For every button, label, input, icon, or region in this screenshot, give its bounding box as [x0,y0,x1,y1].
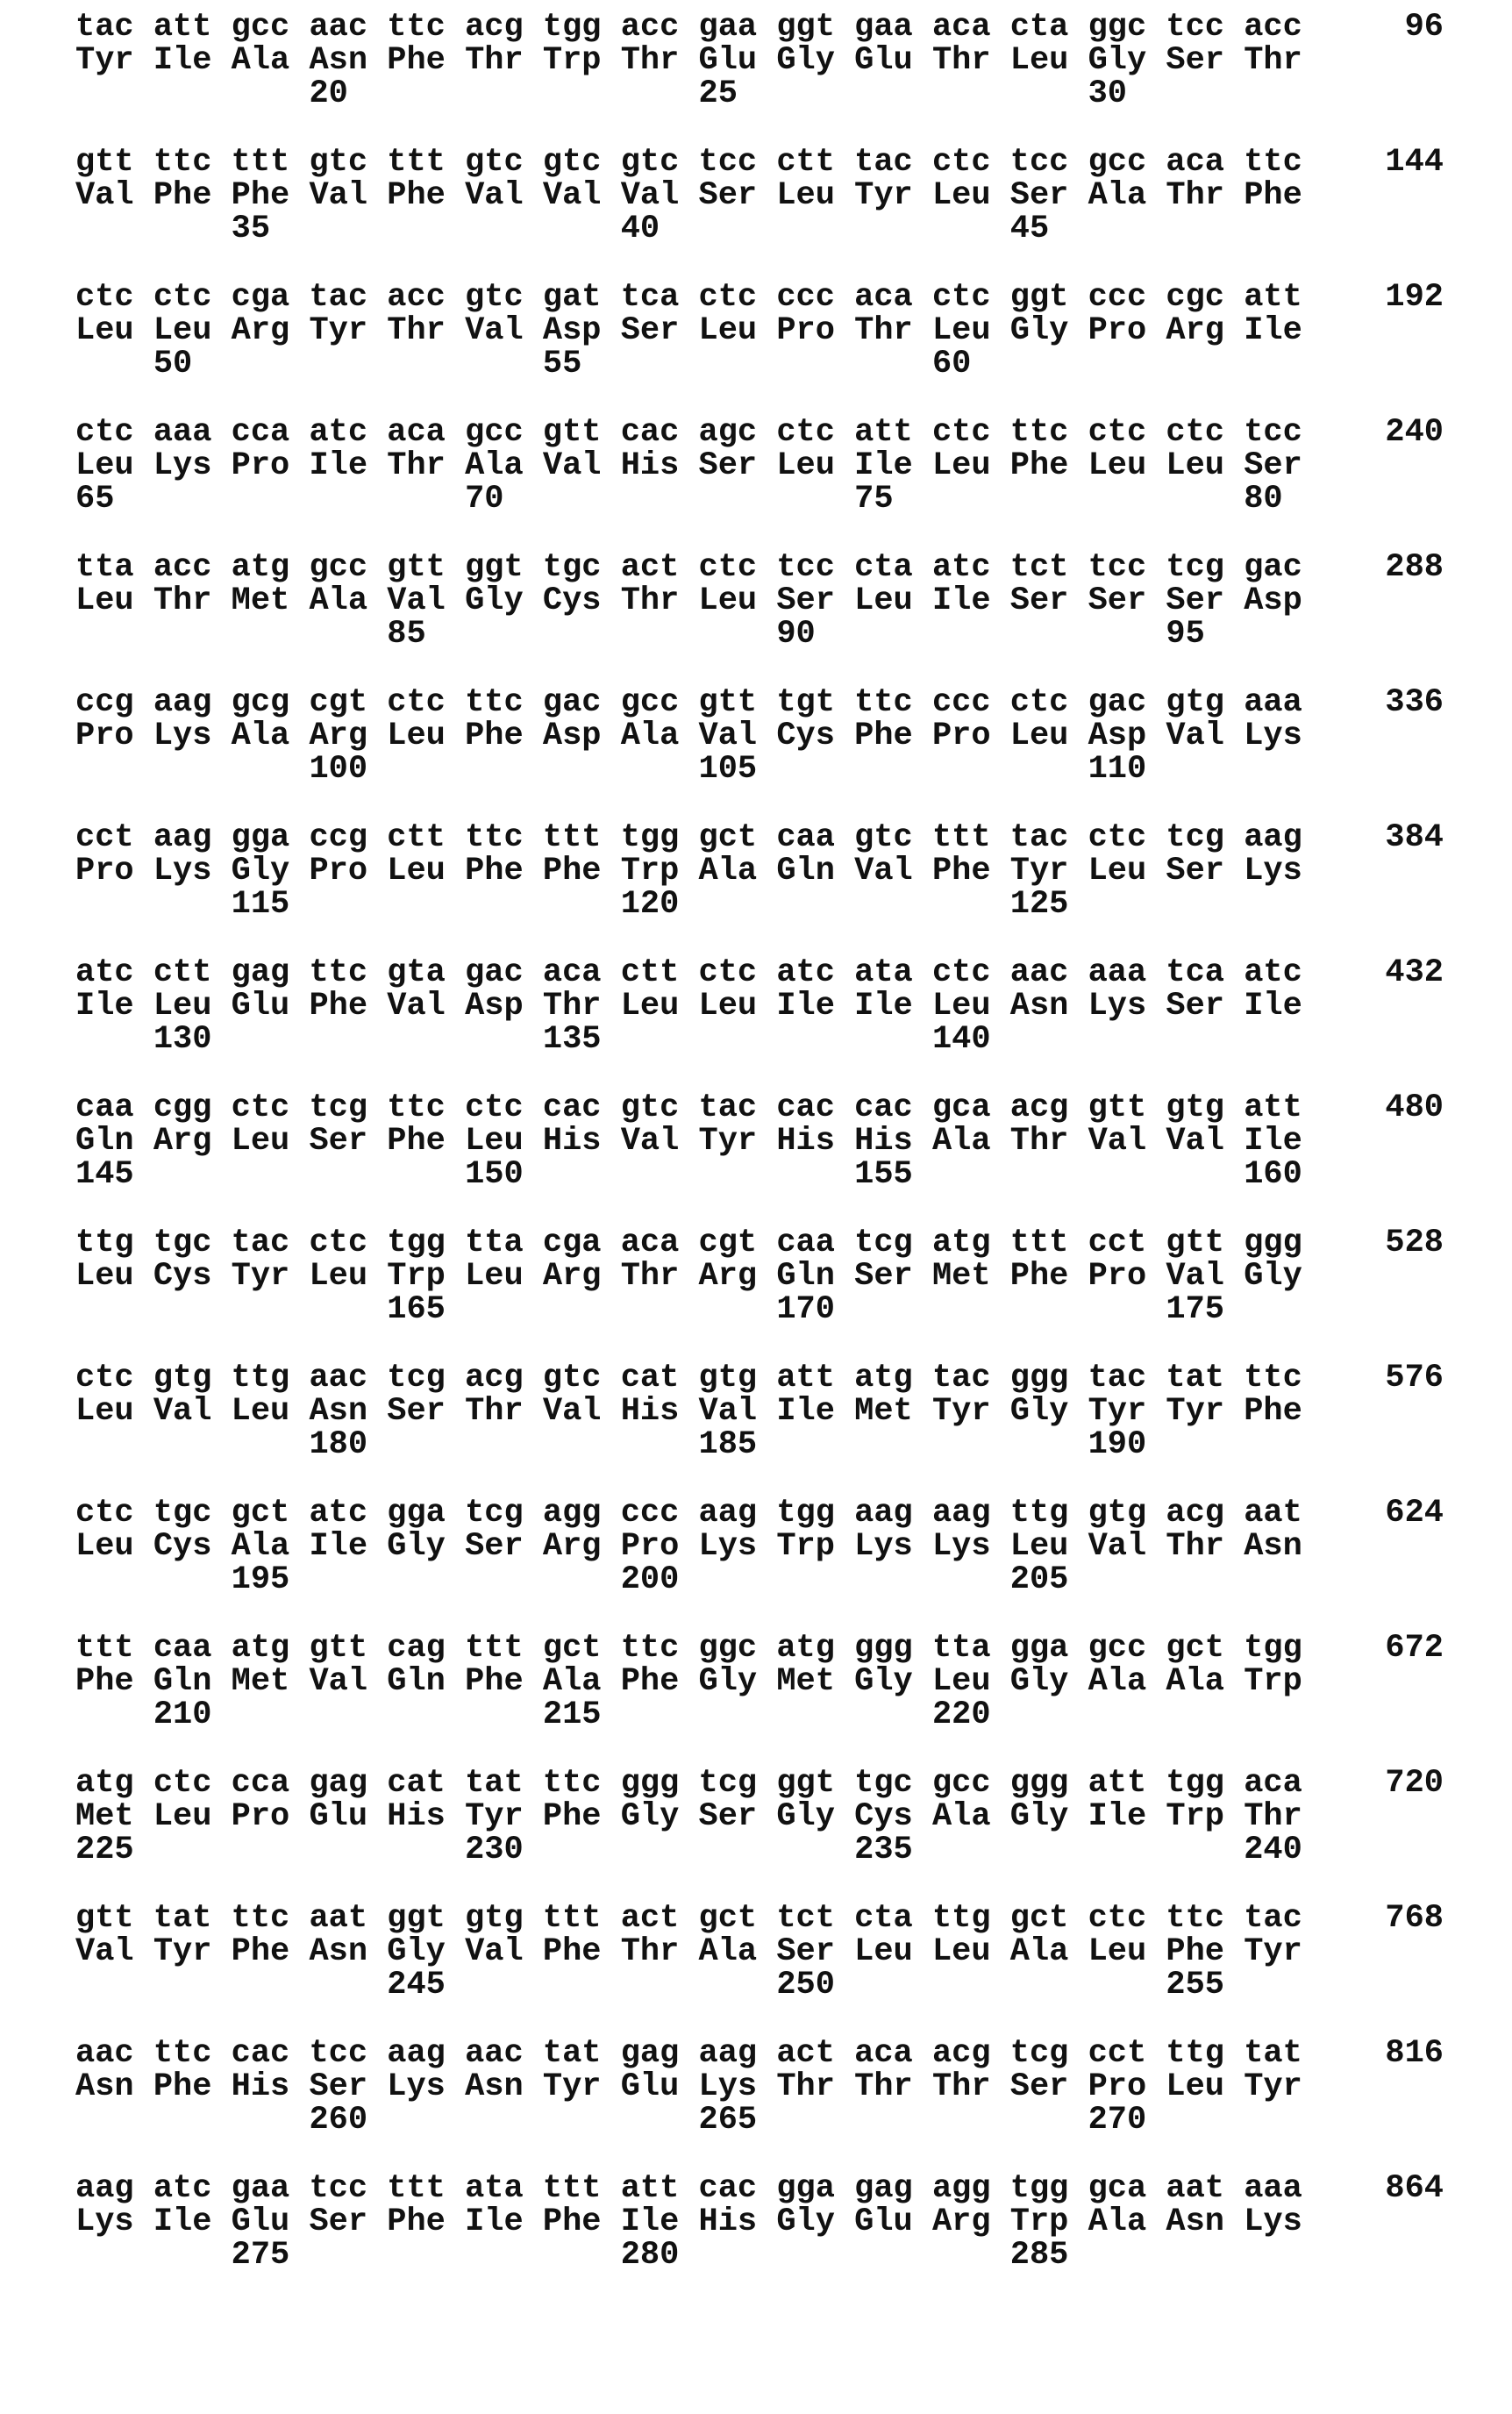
amino-acid-residues: Leu Leu Arg Tyr Thr Val Asp Ser Leu Pro Thr Leu Gly Pro Arg Ile [75,314,1302,347]
nucleotide-position: 144 [1385,146,1444,179]
amino-acid-residues: Val Phe Phe Val Phe Val Val Val Ser Leu Tyr Leu Ser Ala Thr Phe [75,179,1302,212]
nucleotide-position: 432 [1385,956,1444,989]
residue-numbers: 35 40 45 [75,212,1049,246]
residue-numbers: 260 265 270 [75,2103,1146,2137]
residue-numbers: 275 280 285 [75,2239,1068,2272]
nucleotide-codons: atc ctt gag ttc gta gac aca ctt ctc atc ata ctc aac aaa tca atc [75,956,1302,989]
nucleotide-codons: caa cgg ctc tcg ttc ctc cac gtc tac cac cac gca acg gtt gtg att [75,1091,1302,1125]
nucleotide-codons: ctc gtg ttg aac tcg acg gtc cat gtg att atg tac ggg tac tat ttc [75,1361,1302,1395]
amino-acid-residues: Leu Thr Met Ala Val Gly Cys Thr Leu Ser Leu Ile Ser Ser Ser Asp [75,584,1302,618]
residue-numbers: 100 105 110 [75,753,1146,786]
amino-acid-residues: Tyr Ile Ala Asn Phe Thr Trp Thr Glu Gly Glu Thr Leu Gly Ser Thr [75,44,1302,77]
amino-acid-residues: Leu Val Leu Asn Ser Thr Val His Val Ile Met Tyr Gly Tyr Tyr Phe [75,1395,1302,1428]
nucleotide-position: 288 [1385,551,1444,584]
nucleotide-position: 96 [1405,11,1444,44]
residue-numbers: 20 25 30 [75,77,1127,111]
sequence-block [75,416,1444,521]
sequence-block [75,1496,1444,1602]
nucleotide-position: 384 [1385,821,1444,854]
nucleotide-codons: ctc aaa cca atc aca gcc gtt cac agc ctc att ctc ttc ctc ctc tcc [75,416,1302,449]
sequence-block [75,1767,1444,1872]
amino-acid-residues: Asn Phe His Ser Lys Asn Tyr Glu Lys Thr Thr Thr Ser Pro Leu Tyr [75,2070,1302,2103]
sequence-block [75,281,1444,386]
residue-numbers: 130 135 140 [75,1023,991,1056]
amino-acid-residues: Leu Cys Ala Ile Gly Ser Arg Pro Lys Trp Lys Lys Leu Val Thr Asn [75,1530,1302,1563]
nucleotide-codons: aac ttc cac tcc aag aac tat gag aag act aca acg tcg cct ttg tat [75,2037,1302,2070]
amino-acid-residues: Pro Lys Ala Arg Leu Phe Asp Ala Val Cys Phe Pro Leu Asp Val Lys [75,719,1302,753]
nucleotide-position: 480 [1385,1091,1444,1125]
sequence-block [75,146,1444,251]
nucleotide-codons: ttg tgc tac ctc tgg tta cga aca cgt caa tcg atg ttt cct gtt ggg [75,1226,1302,1260]
sequence-block [75,821,1444,926]
nucleotide-codons: tac att gcc aac ttc acg tgg acc gaa ggt gaa aca cta ggc tcc acc [75,11,1302,44]
residue-numbers: 180 185 190 [75,1428,1146,1461]
sequence-block [75,551,1444,656]
residue-numbers: 165 170 175 [75,1293,1224,1326]
nucleotide-position: 336 [1385,686,1444,719]
sequence-block [75,2037,1444,2142]
nucleotide-codons: tta acc atg gcc gtt ggt tgc act ctc tcc cta atc tct tcc tcg gac [75,551,1302,584]
sequence-block [75,1902,1444,2007]
sequence-block [75,1361,1444,1467]
residue-numbers: 115 120 125 [75,888,1068,921]
sequence-block [75,2172,1444,2277]
residue-numbers: 145 150 155 160 [75,1158,1302,1191]
residue-numbers: 245 250 255 [75,1968,1224,2002]
nucleotide-position: 720 [1385,1767,1444,1800]
nucleotide-position: 192 [1385,281,1444,314]
residue-numbers: 210 215 220 [75,1698,991,1732]
nucleotide-position: 528 [1385,1226,1444,1260]
amino-acid-residues: Leu Cys Tyr Leu Trp Leu Arg Thr Arg Gln Ser Met Phe Pro Val Gly [75,1260,1302,1293]
sequence-block [75,956,1444,1061]
nucleotide-codons: ttt caa atg gtt cag ttt gct ttc ggc atg ggg tta gga gcc gct tgg [75,1632,1302,1665]
amino-acid-residues: Leu Lys Pro Ile Thr Ala Val His Ser Leu Ile Leu Phe Leu Leu Ser [75,449,1302,482]
amino-acid-residues: Gln Arg Leu Ser Phe Leu His Val Tyr His His Ala Thr Val Val Ile [75,1125,1302,1158]
sequence-block [75,11,1444,116]
nucleotide-codons: ccg aag gcg cgt ctc ttc gac gcc gtt tgt ttc ccc ctc gac gtg aaa [75,686,1302,719]
nucleotide-codons: ctc tgc gct atc gga tcg agg ccc aag tgg aag aag ttg gtg acg aat [75,1496,1302,1530]
amino-acid-residues: Val Tyr Phe Asn Gly Val Phe Thr Ala Ser Leu Leu Ala Leu Phe Tyr [75,1935,1302,1968]
residue-numbers: 225 230 235 240 [75,1833,1302,1867]
nucleotide-position: 816 [1385,2037,1444,2070]
sequence-block [75,1226,1444,1332]
nucleotide-position: 624 [1385,1496,1444,1530]
nucleotide-codons: gtt ttc ttt gtc ttt gtc gtc gtc tcc ctt tac ctc tcc gcc aca ttc [75,146,1302,179]
amino-acid-residues: Ile Leu Glu Phe Val Asp Thr Leu Leu Ile Ile Leu Asn Lys Ser Ile [75,989,1302,1023]
nucleotide-position: 672 [1385,1632,1444,1665]
residue-numbers: 50 55 60 [75,347,971,381]
amino-acid-residues: Lys Ile Glu Ser Phe Ile Phe Ile His Gly Glu Arg Trp Ala Asn Lys [75,2205,1302,2239]
amino-acid-residues: Pro Lys Gly Pro Leu Phe Phe Trp Ala Gln Val Phe Tyr Leu Ser Lys [75,854,1302,888]
sequence-block [75,1091,1444,1196]
nucleotide-position: 864 [1385,2172,1444,2205]
nucleotide-codons: aag atc gaa tcc ttt ata ttt att cac gga gag agg tgg gca aat aaa [75,2172,1302,2205]
nucleotide-position: 768 [1385,1902,1444,1935]
nucleotide-position: 576 [1385,1361,1444,1395]
nucleotide-codons: gtt tat ttc aat ggt gtg ttt act gct tct cta ttg gct ctc ttc tac [75,1902,1302,1935]
nucleotide-codons: cct aag gga ccg ctt ttc ttt tgg gct caa gtc ttt tac ctc tcg aag [75,821,1302,854]
nucleotide-codons: atg ctc cca gag cat tat ttc ggg tcg ggt tgc gcc ggg att tgg aca [75,1767,1302,1800]
amino-acid-residues: Phe Gln Met Val Gln Phe Ala Phe Gly Met Gly Leu Gly Ala Ala Trp [75,1665,1302,1698]
sequence-block [75,1632,1444,1737]
sequence-block [75,686,1444,791]
nucleotide-codons: ctc ctc cga tac acc gtc gat tca ctc ccc aca ctc ggt ccc cgc att [75,281,1302,314]
residue-numbers: 85 90 95 [75,618,1205,651]
amino-acid-residues: Met Leu Pro Glu His Tyr Phe Gly Ser Gly Cys Ala Gly Ile Trp Thr [75,1800,1302,1833]
residue-numbers: 195 200 205 [75,1563,1068,1596]
residue-numbers: 65 70 75 80 [75,482,1283,516]
nucleotide-position: 240 [1385,416,1444,449]
